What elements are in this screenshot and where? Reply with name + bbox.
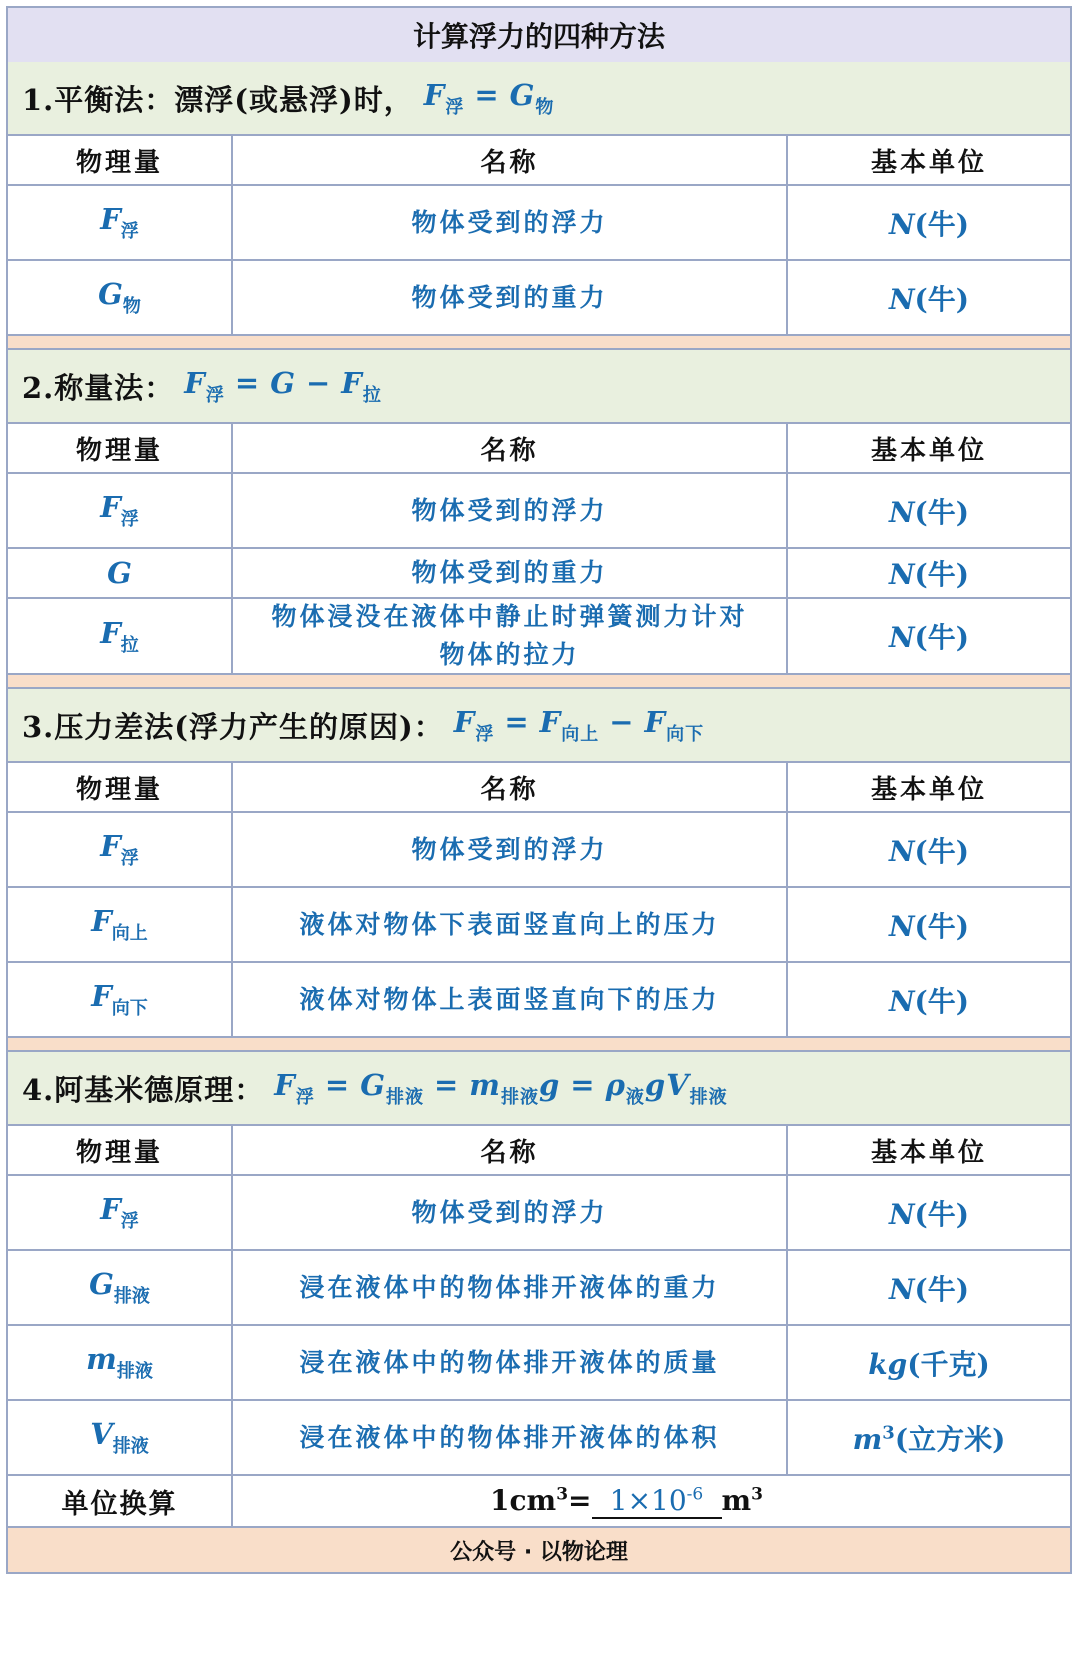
table-row: [8, 474, 1070, 549]
table-row: [8, 813, 1070, 888]
section-4-heading: [8, 1052, 1070, 1126]
quantity-name: 液体对物体上表面竖直向下的压力: [299, 984, 720, 1014]
header-name: 名称: [233, 424, 788, 472]
section-4-header-row: [8, 1126, 1070, 1176]
header-unit: 基本单位: [870, 774, 987, 805]
page: [6, 6, 1072, 1574]
unit-conversion-row: [8, 1476, 1070, 1528]
quantity-symbol: $F_{向下}$: [91, 979, 148, 1019]
quantity-unit: $m^3$(立方米): [852, 1422, 1006, 1456]
quantity-unit: N(牛): [888, 984, 970, 1018]
quantity-name: 物体受到的浮力: [411, 495, 608, 525]
table-row: [8, 1326, 1070, 1401]
section-divider: [8, 336, 1070, 350]
table-row: [8, 888, 1070, 963]
table-row: [8, 1251, 1070, 1326]
quantity-unit: N(牛): [888, 1197, 970, 1231]
quantity-name: 物体受到的浮力: [411, 834, 608, 864]
quantity-unit: N(牛): [888, 207, 970, 241]
quantity-unit: N(牛): [888, 834, 970, 868]
quantity-unit: N(牛): [888, 495, 970, 529]
header-quantity: 物理量: [8, 1126, 233, 1174]
quantity-unit: kg(千克): [868, 1347, 990, 1381]
quantity-unit: N(牛): [888, 282, 970, 316]
quantity-name: 浸在液体中的物体排开液体的重力: [299, 1272, 720, 1302]
quantity-symbol: $V_{排液}$: [90, 1417, 149, 1457]
section-3-heading: [8, 689, 1070, 763]
section-4-formula: $F_浮 = G_{排液} = m_{排液}g = \rho_液gV_{排液}$: [274, 1067, 728, 1108]
quantity-name: 物体受到的重力: [411, 282, 608, 312]
quantity-name: 物体受到的浮力: [411, 207, 608, 237]
table-row: [8, 186, 1070, 261]
quantity-symbol: G: [107, 556, 132, 590]
unit-conversion-formula: $1cm^3= 1\times 10^{-6}$ $m^3$: [490, 1483, 763, 1517]
quantity-symbol: $F_浮$: [100, 829, 139, 869]
table-row: [8, 963, 1070, 1038]
header-unit: 基本单位: [870, 147, 987, 178]
section-divider: [8, 1038, 1070, 1052]
quantity-name: 物体受到的重力: [411, 558, 608, 587]
quantity-symbol: $F_浮$: [100, 202, 139, 242]
header-quantity: 物理量: [8, 424, 233, 472]
header-name: 名称: [233, 136, 788, 184]
section-3-label: 3.压力差法(浮力产生的原因)：: [22, 709, 444, 744]
quantity-symbol: $F_浮$: [100, 490, 139, 530]
section-1-formula: $F_浮 = G_物$: [423, 77, 555, 118]
footer-credit: 公众号 · 以物论理: [8, 1528, 1070, 1572]
quantity-unit: N(牛): [888, 621, 970, 654]
header-quantity: 物理量: [8, 763, 233, 811]
quantity-symbol: $F_浮$: [100, 1192, 139, 1232]
table-row: [8, 261, 1070, 336]
quantity-symbol: $F_拉$: [100, 615, 139, 656]
quantity-symbol: $G_物$: [98, 277, 141, 317]
quantity-name: 液体对物体下表面竖直向上的压力: [299, 909, 720, 939]
header-quantity: 物理量: [8, 136, 233, 184]
section-2-header-row: [8, 424, 1070, 474]
section-2-heading: [8, 350, 1070, 424]
section-4-label: 4.阿基米德原理：: [22, 1072, 265, 1107]
quantity-name: 物体受到的浮力: [411, 1197, 608, 1227]
quantity-unit: N(牛): [888, 1272, 970, 1306]
section-3-formula: $F_浮 = F_{向上} - F_{向下}$: [453, 704, 705, 745]
header-unit: 基本单位: [870, 1137, 987, 1168]
quantity-name: 浸在液体中的物体排开液体的体积: [299, 1422, 720, 1452]
header-unit: 基本单位: [870, 435, 987, 466]
quantity-unit: N(牛): [888, 558, 970, 591]
quantity-symbol: $m_{排液}$: [86, 1342, 153, 1382]
header-name: 名称: [233, 763, 788, 811]
unit-conversion-label: 单位换算: [61, 1488, 178, 1520]
section-2-formula: $F_浮 = G - F_拉$: [184, 365, 382, 406]
conversion-answer: $1\times 10^{-6}$: [592, 1484, 722, 1519]
section-1-header-row: [8, 136, 1070, 186]
formula-sheet: [6, 6, 1072, 1574]
quantity-unit: N(牛): [888, 909, 970, 943]
quantity-name: 浸在液体中的物体排开液体的质量: [299, 1347, 720, 1377]
section-1-heading: [8, 62, 1070, 136]
section-2-label: 2.称量法：: [22, 370, 175, 405]
section-divider: [8, 675, 1070, 689]
table-row: [8, 549, 1070, 599]
header-name: 名称: [233, 1126, 788, 1174]
quantity-name: 物体浸没在液体中静止时弹簧测力计对 物体的拉力: [271, 602, 748, 669]
section-3-header-row: [8, 763, 1070, 813]
quantity-symbol: $F_{向上}$: [91, 904, 148, 944]
table-row: [8, 1401, 1070, 1476]
table-row: [8, 1176, 1070, 1251]
page-title: 计算浮力的四种方法: [8, 8, 1070, 62]
quantity-symbol: $G_{排液}$: [89, 1267, 150, 1307]
section-1-label: 1.平衡法：漂浮(或悬浮)时，: [22, 82, 414, 117]
table-row: [8, 599, 1070, 675]
